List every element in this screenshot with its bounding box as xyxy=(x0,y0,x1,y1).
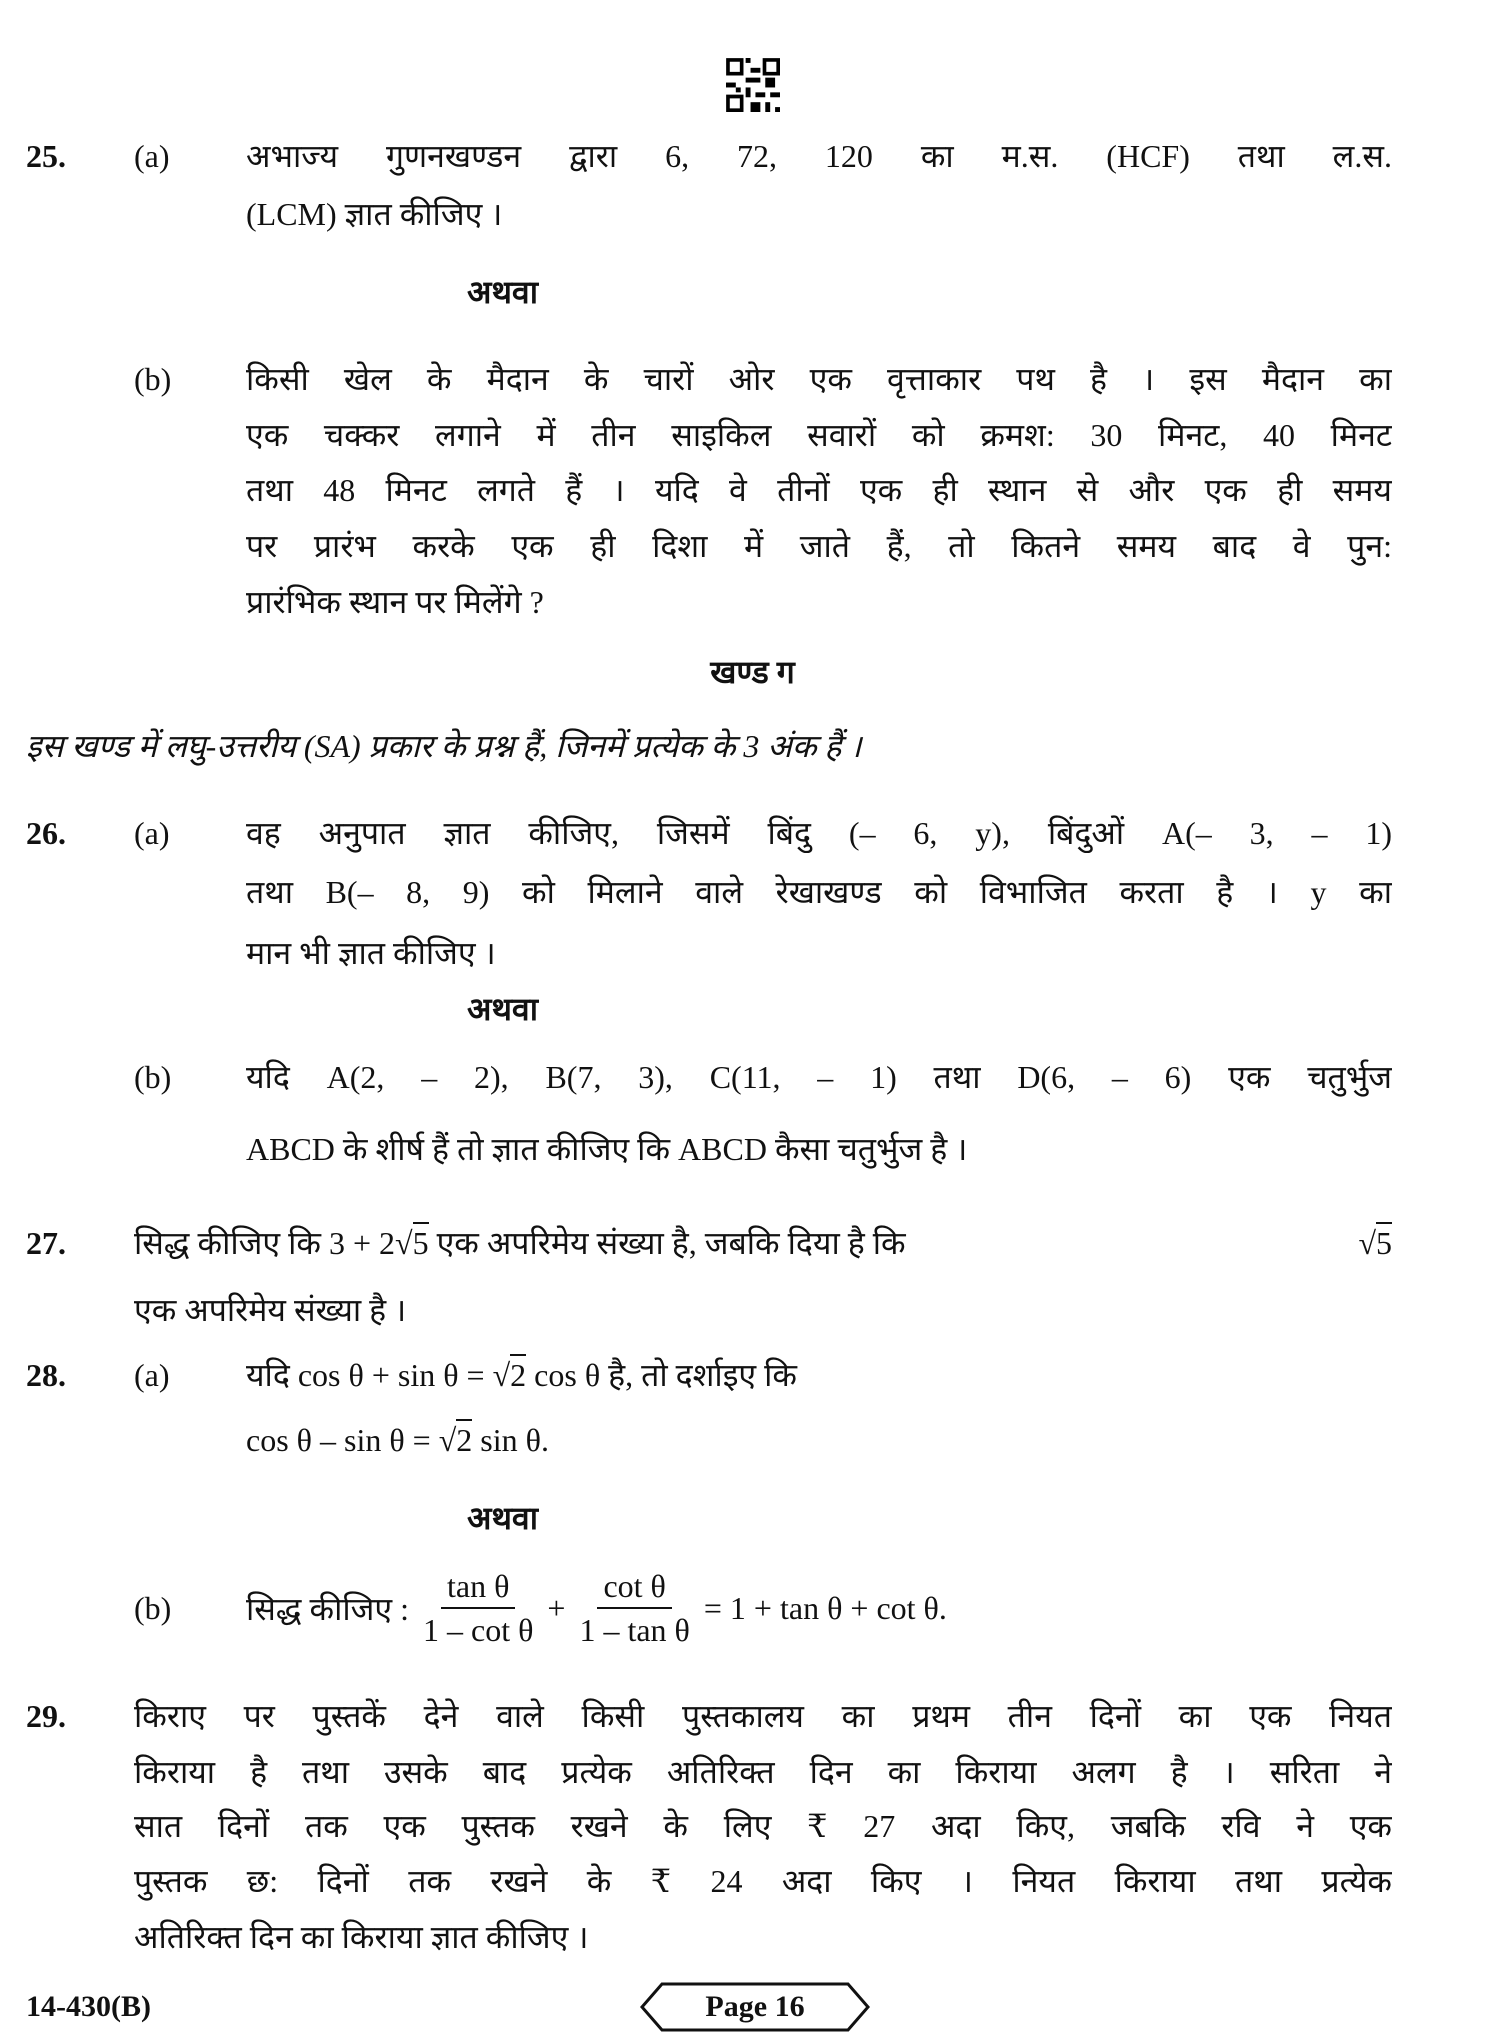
q27-text-pre: सिद्ध कीजिए कि 3 + 2 xyxy=(134,1225,395,1261)
q25-b-line: एक चक्कर लगाने में तीन साइकिल सवारों को क्रमश: 30 मिनट, 40 मिनट xyxy=(246,417,1392,453)
q28-b-prefix: सिद्ध कीजिए : xyxy=(246,1590,409,1627)
fraction-numerator: tan θ xyxy=(441,1565,515,1609)
q26-b-line: यदि A(2, – 2), B(7, 3), C(11, – 1) तथा D(6, – 6) एक चतुर्भुज xyxy=(246,1059,1392,1095)
question-number-26: 26. xyxy=(26,815,66,851)
sqrt-arg: 5 xyxy=(413,1222,429,1261)
or-separator: अथवा xyxy=(467,991,538,1027)
fraction-numerator: cot θ xyxy=(597,1565,671,1609)
q26-a-line: मान भी ज्ञात कीजिए । xyxy=(246,935,496,971)
q29-line: किराए पर पुस्तकें देने वाले किसी पुस्तकालय का प्रथम तीन दिनों का एक नियत xyxy=(134,1698,1392,1734)
q26-part-b-label: (b) xyxy=(134,1059,172,1095)
section-title: खण्ड ग xyxy=(710,654,795,690)
q25-b-line: प्रारंभिक स्थान पर मिलेंगे ? xyxy=(246,584,544,620)
question-number-29: 29. xyxy=(26,1698,66,1734)
q25-a-line: (LCM) ज्ञात कीजिए । xyxy=(246,196,503,232)
q28-a-text: sin θ. xyxy=(472,1422,549,1458)
question-number-28: 28. xyxy=(26,1357,66,1393)
sqrt-expression: √2 xyxy=(439,1420,473,1460)
fraction xyxy=(417,1565,539,1651)
question-number-27: 27. xyxy=(26,1225,66,1261)
q28-part-a-label: (a) xyxy=(134,1357,170,1393)
q26-a-line: तथा B(– 8, 9) को मिलाने वाले रेखाखण्ड को विभाजित करता है । y का xyxy=(246,874,1392,910)
sqrt-expression: √5 xyxy=(395,1223,429,1263)
or-separator: अथवा xyxy=(467,1500,538,1536)
q26-a-line: वह अनुपात ज्ञात कीजिए, जिसमें बिंदु (– 6, y), बिंदुओं A(– 3, – 1) xyxy=(246,815,1392,851)
q28-a-text: cos θ है, तो दर्शाइए कि xyxy=(526,1357,797,1393)
q28-part-b-label: (b) xyxy=(134,1590,172,1626)
q26-part-a-label: (a) xyxy=(134,815,170,851)
q29-line: सात दिनों तक एक पुस्तक रखने के लिए ₹ 27 अदा किए, जबकि रवि ने एक xyxy=(134,1808,1392,1844)
q25-b-line: किसी खेल के मैदान के चारों ओर एक वृत्ताकार पथ है । इस मैदान का xyxy=(246,361,1392,397)
sqrt-arg: 5 xyxy=(1376,1222,1392,1261)
plus-sign: + xyxy=(547,1589,566,1626)
q26-b-line: ABCD के शीर्ष हैं तो ज्ञात कीजिए कि ABCD कैसा चतुर्भुज है । xyxy=(246,1131,968,1167)
fraction-denominator: 1 – tan θ xyxy=(579,1612,690,1648)
sqrt-expression: √5 xyxy=(1358,1223,1392,1263)
q27-text-mid: एक अपरिमेय संख्या है, जबकि दिया है कि xyxy=(428,1225,906,1261)
qr-code xyxy=(726,58,780,112)
sqrt-arg: 2 xyxy=(456,1419,472,1458)
q28-a-line-2 xyxy=(246,1420,549,1460)
sqrt-arg: 2 xyxy=(510,1354,526,1393)
equation-rhs: = 1 + tan θ + cot θ. xyxy=(703,1589,947,1626)
q25-a-line: अभाज्य गुणनखण्डन द्वारा 6, 72, 120 का म.स. (HCF) तथा ल.स. xyxy=(246,138,1392,174)
q27-line-2: एक अपरिमेय संख्या है । xyxy=(134,1292,407,1328)
sqrt-expression: √2 xyxy=(493,1355,527,1395)
question-number-25: 25. xyxy=(26,138,66,174)
paper-code: 14-430(B) xyxy=(26,1990,151,2023)
q25-b-line: पर प्रारंभ करके एक ही दिशा में जाते हैं, तो कितने समय बाद वे पुन: xyxy=(246,528,1392,564)
page-number: Page 16 xyxy=(705,1990,805,2023)
q27-line-1 xyxy=(134,1223,1392,1263)
q28-a-text: यदि cos θ + sin θ = xyxy=(246,1357,493,1393)
q28-a-line-1 xyxy=(246,1355,797,1395)
q25-b-line: तथा 48 मिनट लगते हैं । यदि वे तीनों एक ही स्थान से और एक ही समय xyxy=(246,472,1392,508)
q25-part-a-label: (a) xyxy=(134,138,170,174)
q28-a-text: cos θ – sin θ = xyxy=(246,1422,439,1458)
q29-line: किराया है तथा उसके बाद प्रत्येक अतिरिक्त दिन का किराया अलग है । सरिता ने xyxy=(134,1754,1392,1790)
q29-line: पुस्तक छ: दिनों तक रखने के ₹ 24 अदा किए । नियत किराया तथा प्रत्येक xyxy=(134,1863,1392,1899)
fraction-denominator: 1 – cot θ xyxy=(422,1612,534,1648)
q28-b-equation xyxy=(246,1560,947,1656)
q27-text xyxy=(134,1223,906,1263)
fraction xyxy=(573,1565,695,1651)
page-number-badge xyxy=(640,1982,870,2032)
q29-line: अतिरिक्त दिन का किराया ज्ञात कीजिए । xyxy=(134,1919,589,1955)
q25-part-b-label: (b) xyxy=(134,361,172,397)
or-separator: अथवा xyxy=(467,274,538,310)
section-instruction: इस खण्ड में लघु-उत्तरीय (SA) प्रकार के प्रश्न हैं, जिनमें प्रत्येक के 3 अंक हैं । xyxy=(26,728,862,764)
